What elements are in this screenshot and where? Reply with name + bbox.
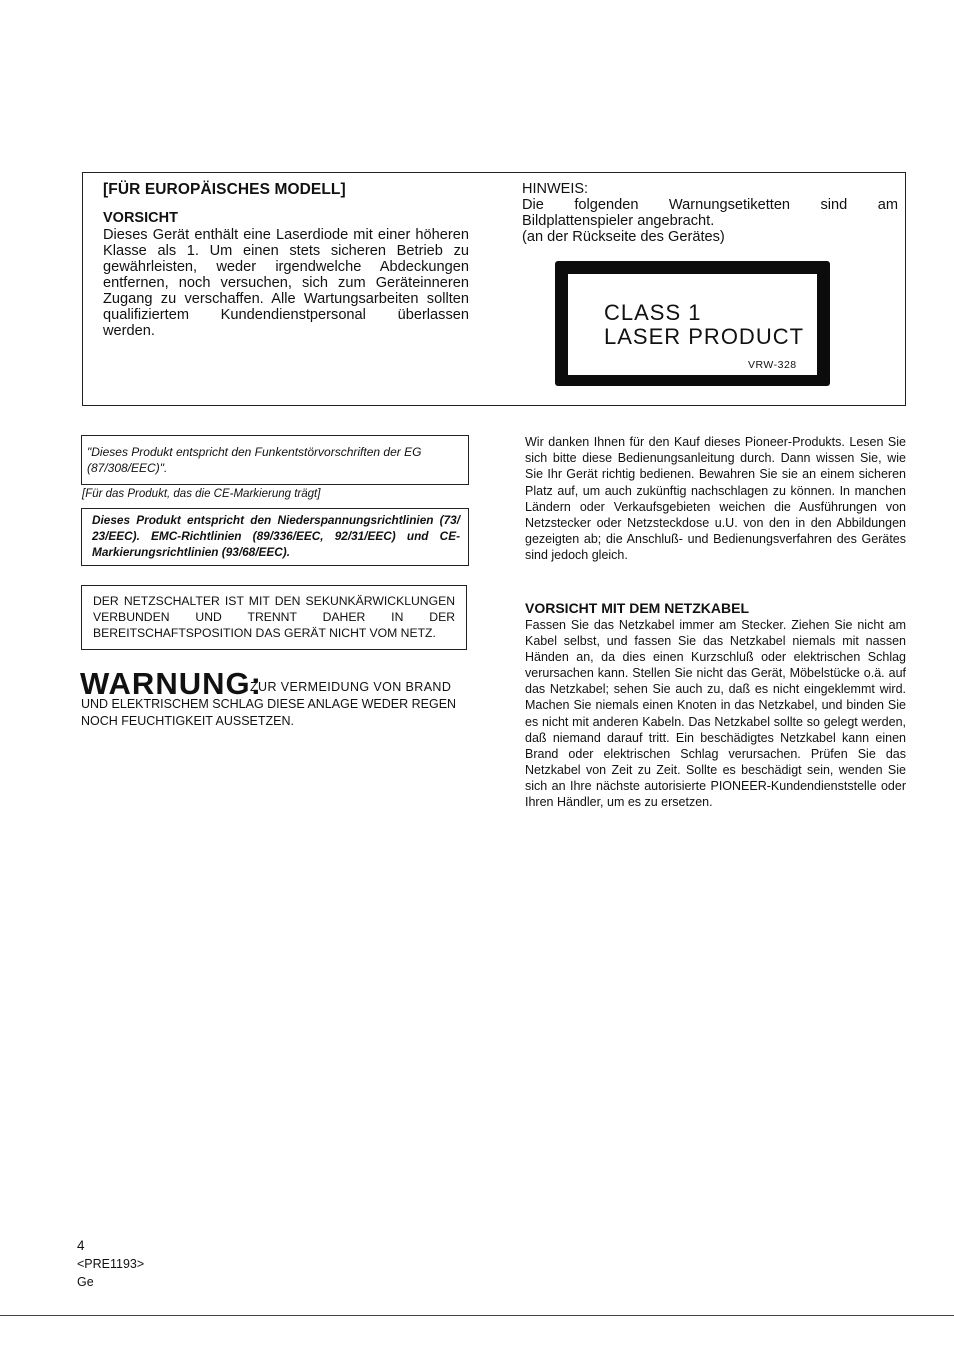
ce-marking-note: [Für das Produkt, das die CE-Markierung trägt] <box>82 488 321 500</box>
directive-notice-text: Dieses Produkt entspricht den Niederspannungsrichtlinien (73/ 23/EEC). EMC-Richtlinien (89/336/EEC, 92/31/EEC) und CE-Markierungsrichtlinien (93/68/EEC). <box>92 513 460 559</box>
hinweis-location: (an der Rückseite des Gerätes) <box>522 229 725 245</box>
european-model-heading: [FÜR EUROPÄISCHES MODELL] <box>103 181 346 198</box>
warnung-text-line2: UND ELEKTRISCHEM SCHLAG DIESE ANLAGE WEDER REGEN <box>81 697 457 711</box>
document-code: <PRE1193> <box>77 1257 145 1271</box>
warnung-heading: WARNUNG: <box>80 666 262 701</box>
vorsicht-body: Dieses Gerät enthält eine Laserdiode mit einer höheren Klasse als 1. Um einen stets sicheren Betrieb zu gewährleisten, weder irgendwelche Abdeckungen entfernen, noch versuchen, sich zum Geräteinneren Zugang zu verschaffen. Alle Wartungsarbeiten sollten qualifiziertem Kundendienstpersonal überlassen werden. <box>103 227 469 339</box>
hinweis-text: Die folgenden Warnungsetiketten sind am Bildplattenspieler angebracht. <box>522 197 898 229</box>
language-code: Ge <box>77 1275 94 1289</box>
power-cord-caution-body: Fassen Sie das Netzkabel immer am Stecker. Ziehen Sie nicht am Kabel selbst, und fassen Sie das Netzkabel niemals mit nassen Händen an, da dies einen Kurzschluß oder elektrischen Schlag verursachen kann. Stellen Sie nicht das Gerät, Möbelstücke o.ä. auf das Netzkabel; sehen Sie auch zu, daß es nicht eingeklemmt wird. Machen Sie niemals einen Knoten in das Netzkabel, und binden Sie es nicht mit anderen Kabeln. Das Netzkabel sollte so gelegt werden, daß niemand darauf tritt. Ein beschädigtes Netzkabel kann einen Brand oder elektrischen Schlag verursachen. Prüfen Sie das Netzkabel von Zeit zu Zeit. Sollte es beschädigt sein, wenden Sie sich an Ihre nächste autorisierte PIONEER-Kundendienststelle oder Ihren Händler, um es zu ersetzen. <box>525 618 906 810</box>
bottom-rule <box>0 1315 954 1316</box>
intro-text: Wir danken Ihnen für den Kauf dieses Pioneer-Produkts. Lesen Sie sich bitte diese Bedienungsanleitung durch. Dann wissen Sie, wie Sie Ihr Gerät richtig bedienen. Bewahren Sie sie an einem sicheren Platz auf, um auch zukünftig nachschlagen zu können. In manchen Ländern oder Verkaufsgebieten weichen die Ausführungen von Netzstecker oder Netzsteckdose u.U. von den in den Abbildungen gezeigten ab; die Anschluß- und Bedienungsverfahren des Gerätes sind jedoch gleich. <box>525 435 906 563</box>
power-cord-caution-title: VORSICHT MIT DEM NETZKABEL <box>525 600 749 616</box>
laser-label-product: LASER PRODUCT <box>604 324 805 349</box>
funk-notice-text: "Dieses Produkt entspricht den Funkentstörvorschriften der EG (87/308/EEC)". <box>87 445 422 475</box>
laser-label-class: CLASS 1 <box>604 300 702 325</box>
hinweis-body <box>522 197 898 245</box>
power-switch-notice-text: DER NETZSCHALTER IST MIT DEN SEKUNKÄRWICKLUNGEN VERBUNDEN UND TRENNT DAHER IN DER BEREITSCHAFTSPOSITION DAS GERÄT NICHT VOM NETZ. <box>93 594 455 640</box>
hinweis-label: HINWEIS: <box>522 181 589 197</box>
laser-label-code: VRW-328 <box>748 359 797 371</box>
warnung-text-line3: NOCH FEUCHTIGKEIT AUSSETZEN. <box>81 714 294 728</box>
page-number: 4 <box>77 1238 85 1253</box>
vorsicht-title: VORSICHT <box>103 210 178 226</box>
warnung-text-line1: ZUR VERMEIDUNG VON BRAND <box>250 680 452 694</box>
